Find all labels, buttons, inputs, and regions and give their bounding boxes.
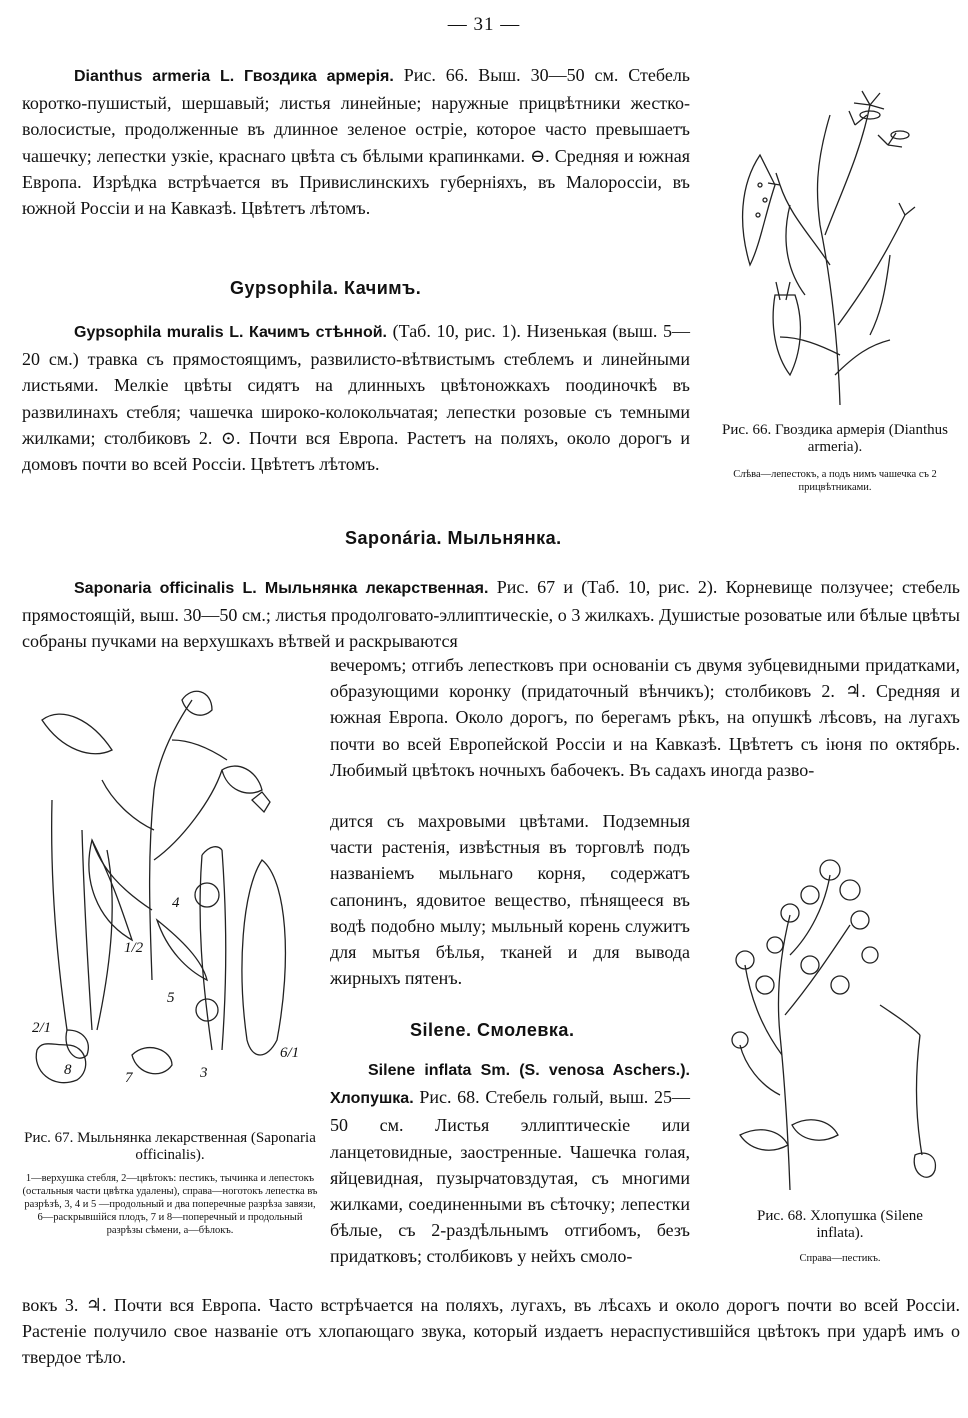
- dianthus-description: Рис. 66. Выш. 30—50 см. Стебель коротко-пушистый, шершавый; листья линейные; наружные прицвѣтники жестко-волосистые, продолженные въ длинное зеленое остріе, которое часто превышаетъ чашечку; лепестки узкіе, краснаго цвѣта съ бѣлыми крапинками. ⊖. Средняя и южная Европа. Изрѣдка встрѣчается въ Привислинскихъ губерніяхъ, въ Малороссіи, въ южной Россіи и на Кавказѣ. Цвѣтетъ лѣтомъ.: [22, 65, 691, 219]
- figure-67-caption: Рис. 67. Мыльнянка лекарственная (Saponaria officinalis).: [24, 1130, 316, 1163]
- figure-67-label-2-1: 2/1: [32, 1020, 52, 1036]
- saponaria-paragraph-mid: вечеромъ; отгибъ лепестковъ при основаніи съ двумя зубцевидными придатками, образующими коронку (придаточный вѣнчикъ); столбиковъ 2. ♃. Средняя и южная Европа. Около дорогъ, по берегамъ рѣкъ, на опушкѣ лѣсовъ, на лугахъ почти во всей Европейской Россіи и на Кавказѣ. Цвѣтетъ съ іюня по октябрь. Любимый цвѣтокъ ночныхъ бабочекъ. Въ садахъ иногда разво-: [330, 655, 960, 780]
- saponaria-heading: Saponária. Мыльнянка.: [345, 528, 562, 548]
- figure-68-caption: Рис. 68. Хлопушка (Silene inflata).: [757, 1208, 923, 1241]
- figure-67-label-1-2: 1/2: [124, 940, 144, 956]
- figure-67-illustration: [22, 680, 322, 1100]
- gypsophila-heading: Gypsophila. Качимъ.: [230, 278, 422, 298]
- figure-66-note: Слѣва—лепестокъ, а подъ нимъ чашечка съ 2 прицвѣтниками.: [733, 469, 937, 493]
- figure-66-caption: Рис. 66. Гвоздика армерія (Dianthus armeria).: [722, 422, 948, 455]
- figure-67-label-4: 4: [172, 895, 180, 911]
- page-number: — 31 —: [447, 14, 521, 35]
- silene-paragraph-full: вокъ 3. ♃. Почти вся Европа. Часто встрѣчается на поляхъ, лугахъ, въ лѣсахъ и около дорогъ почти во всей Россіи. Растеніе получило свое названіе отъ хлопающаго звука, который издаетъ нераспустившійся цвѣтокъ при ударѣ имъ о твердое тѣло.: [22, 1295, 960, 1368]
- saponaria-species-name: Saponaria officinalis L. Мыльнянка лекарственная.: [74, 580, 489, 597]
- silene-species-name: Silene inflata Sm. (S. venosa Aschers.). Хлопушка.: [330, 1062, 690, 1108]
- silene-description-start: Рис. 68. Стебель голый, выш. 25—50 см. Листья эллиптическіе или ланцетовидные, заостренные. Чашечка голая, яйцевидная, пузырчатовздутая, съ многими жилками, соединенными въ сѣточку; лепестки бѣлые, съ 2-раздѣльнымъ отгибомъ, безъ придатковъ; столбиковъ у нейхъ смоло-: [330, 1087, 690, 1267]
- gypsophila-description: (Таб. 10, рис. 1). Низенькая (выш. 5—20 см.) травка съ прямостоящимъ, развилисто-вѣтвистымъ стеблемъ и линейными листьями. Мелкіе цвѣты сидятъ на длинныхъ цвѣтоножкахъ поодиночкѣ въ развилинахъ стебля; чашечка широко-колокольчатая; лепестки розовые съ темными жилками; столбиковъ 2. ⊙. Почти вся Европа. Растетъ на поляхъ, около дорогъ и домовъ почти во всей Россіи. Цвѣтетъ лѣтомъ.: [22, 321, 691, 475]
- saponaria-description-start: Рис. 67 и (Таб. 10, рис. 2). Корневище ползучее; стебель прямостоящій, выш. 30—50 см.; листья продолговато-эллиптическіе, о 3 жилкахъ. Душистые розоватые или бѣлые цвѣты собраны пучками на верхушкахъ вѣтвей и раскрываются: [22, 577, 960, 652]
- dianthus-paragraph: [22, 62, 690, 221]
- figure-67-label-8: 8: [64, 1062, 72, 1078]
- figure-67-label-6-1: 6/1: [280, 1045, 300, 1061]
- figure-68-illustration: [710, 835, 960, 1195]
- figure-67-label-7: 7: [125, 1070, 133, 1086]
- saponaria-paragraph-full: [22, 574, 960, 655]
- figure-67-label-3: 3: [200, 1065, 208, 1081]
- gypsophila-species-name: Gypsophila muralis L. Качимъ стѣнной.: [74, 324, 388, 341]
- figure-68-note: Справа—пестикъ.: [799, 1253, 881, 1264]
- figure-67-label-5: 5: [167, 990, 175, 1006]
- gypsophila-paragraph: [22, 318, 690, 477]
- silene-heading: Silene. Смолевка.: [410, 1020, 575, 1040]
- dianthus-species-name: Dianthus armeria L. Гвоздика армерія.: [74, 68, 394, 85]
- figure-66-illustration: [720, 75, 960, 415]
- saponaria-paragraph-narrow: дится съ махровыми цвѣтами. Подземныя части растенія, извѣстныя въ торговлѣ подъ названіемъ мыльнаго корня, содержатъ сапонинъ, ядовитое вещество, пѣнящееся въ водѣ подобно мылу; мыльный корень служитъ для мытья бѣлья, тканей и для вывода жирныхъ пятенъ.: [330, 811, 690, 989]
- silene-paragraph-narrow: [330, 1056, 690, 1270]
- figure-67-note: 1—верхушка стебля, 2—цвѣтокъ: пестикъ, тычинка и лепестокъ (остальныя части цвѣтка удалены), справа—ноготокъ лепестка въ разрѣзѣ, 3, 4 и 5 —продольный и два поперечные разрѣза завязи, 6—раскрывшійся плодъ, 7 и 8—поперечный и продольный разрѣзы сѣмени, а—бѣлокъ.: [22, 1173, 318, 1236]
